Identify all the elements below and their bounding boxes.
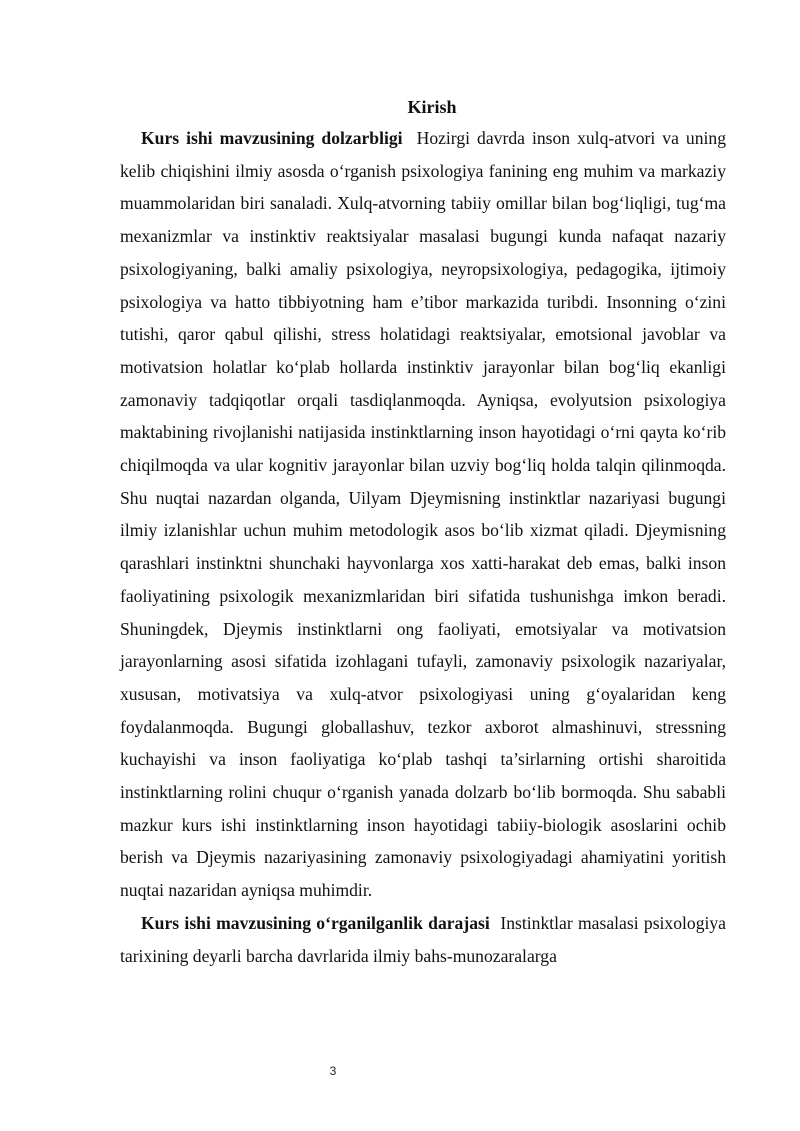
paragraph-text-relevance: Hozirgi davrda inson xulq-atvori va uning kelib chiqishini ilmiy asosda o‘rganish psixologiya fanining eng muhim va markaziy muammolaridan biri sanaladi. Xulq-atvorning tabiiy omillar bilan bog‘liqligi, tug‘ma mexanizmlar va instinktiv reaktsiyalar masalasi bugungi kunda nafaqat nazariy psixologiyaning, balki amaliy psixologiya, neyropsixologiya, pedagogika, ijtimoiy psixologiya va hatto tibbiyotning ham e’tibor markazida turibdi. Insonning o‘zini tutishi, qaror qabul qilishi, stress holatidagi reaktsiyalar, emotsional javoblar va motivatsion holatlar ko‘plab hollarda instinktiv jarayonlar bilan bog‘liq ekanligi zamonaviy tadqiqotlar orqali tasdiqlanmoqda. Ayniqsa, evolyutsion psixologiya maktabining rivojlanishi natijasida instinktlarning inson hayotidagi o‘rni qayta ko‘rib chiqilmoqda va ular kognitiv jarayonlar bilan uzviy bog‘liq holda talqin qilinmoqda. Shu nuqtai nazardan olganda, Uilyam Djeymisning instinktlar nazariyasi bugungi ilmiy izlanishlar uchun muhim metodologik asos bo‘lib xizmat qiladi. Djeymisning qarashlari instinktni shunchaki hayvonlarga xos xatti-harakat deb emas, balki inson faoliyatining psixologik mexanizmlaridan biri sifatida tushunishga imkon beradi. Shuningdek, Djeymis instinktlarni ong faoliyati, emotsiyalar va motivatsion jarayonlarning asosi sifatida izohlagani tufayli, zamonaviy psixologik nazariyalar, xususan, motivatsiya va xulq-atvor psixologiyasi uning g‘oyalaridan keng foydalanmoqda. Bugungi globallashuv, tezkor axborot almashinuvi, stressning kuchayishi va inson faoliyatiga ko‘plab tashqi ta’sirlarning ortishi sharoitida instinktlarning rolini chuqur o‘rganish yanada dolzarb bo‘lib bormoqda. Shu sababli mazkur kurs ishi instinktlarning inson hayotidagi tabiiy-biologik asoslarini ochib berish va Djeymis nazariyasining zamonaviy psixologiyadagi ahamiyatini yoritish nuqtai nazaridan ayniqsa muhimdir.: [120, 128, 726, 901]
paragraph-lead-relevance: Kurs ishi mavzusining dolzarbligi: [141, 128, 403, 148]
page-number: 3: [329, 1064, 337, 1078]
document-page: [120, 92, 726, 972]
paragraph-study-level: [120, 907, 726, 972]
paragraph-relevance: [120, 122, 726, 907]
section-heading: Kirish: [407, 97, 457, 117]
paragraph-text-study-level: Instinktlar masalasi psixologiya tarixining deyarli barcha davrlarida ilmiy bahs-munozaralarga: [120, 912, 726, 966]
paragraph-lead-study-level: Kurs ishi mavzusining o‘rganilganlik darajasi: [141, 912, 490, 933]
